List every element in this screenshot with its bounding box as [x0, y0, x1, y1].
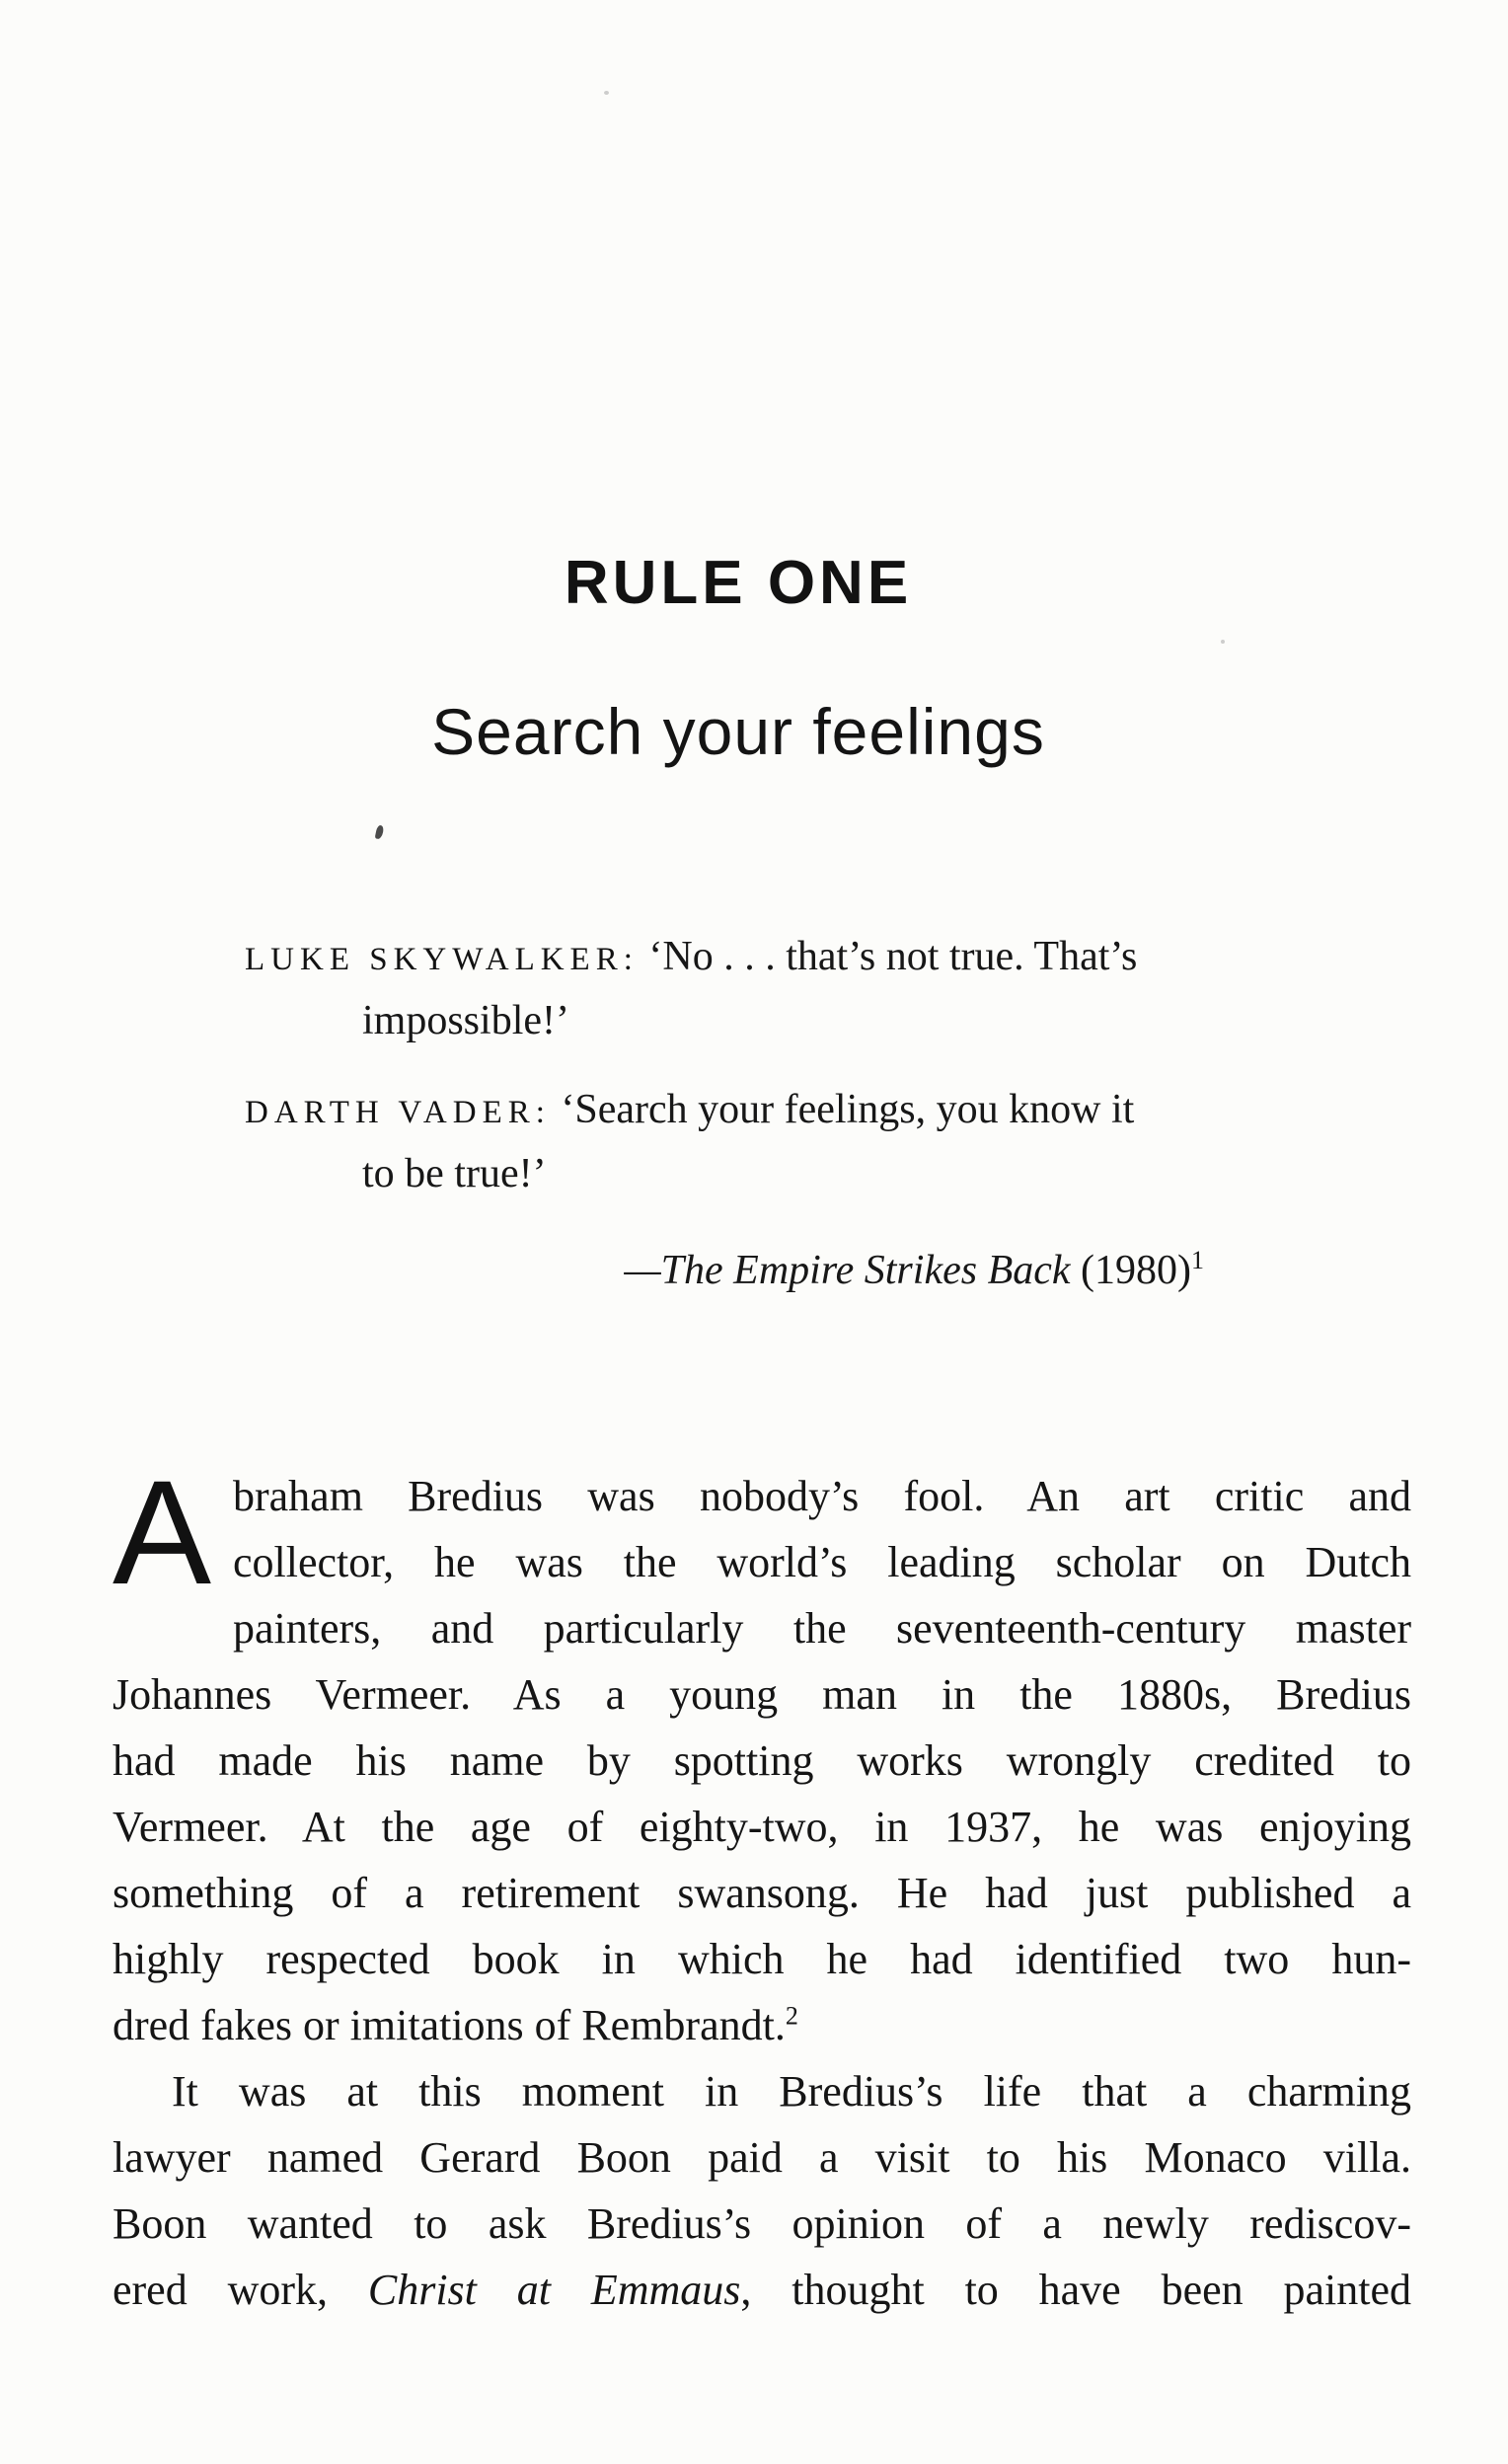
text-segment: highly respected book in which he had identified two hun-: [113, 1935, 1411, 1983]
body-line: [113, 1992, 1411, 2058]
body-line: [113, 2124, 1411, 2191]
epigraph-entry-1: [245, 1079, 1224, 1204]
drop-cap: A: [113, 1449, 212, 1615]
chapter-title: Search your feelings: [431, 695, 1045, 768]
scan-speck: [604, 91, 609, 95]
body-line: [113, 2058, 1411, 2124]
text-segment: painters, and particularly the seventeenth-century master: [233, 1604, 1411, 1653]
text-segment: lawyer named Gerard Boon paid a visit to his Monaco villa.: [113, 2133, 1411, 2182]
body-line: [113, 1728, 1411, 1794]
body-line: [113, 1926, 1411, 1992]
body-line: [113, 1661, 1411, 1728]
italic-text: Christ at Emmaus: [367, 2266, 741, 2314]
body-line: [113, 1860, 1411, 1926]
paragraph-0: [113, 1449, 1411, 2058]
body-line: [113, 1794, 1411, 1860]
text-segment: braham Bredius was nobody’s fool. An art critic and: [233, 1472, 1411, 1520]
epigraph-speaker: LUKE SKYWALKER:: [245, 942, 639, 977]
text-segment: (1980): [1070, 1248, 1191, 1293]
body-text: [113, 1449, 1411, 2323]
epigraph-entry-0: [245, 926, 1224, 1051]
epigraph-speaker: DARTH VADER:: [245, 1095, 551, 1130]
epigraph: [245, 926, 1224, 1301]
chapter-number-heading: RULE ONE: [564, 549, 913, 617]
scan-speck: [375, 824, 385, 839]
text-segment: Johannes Vermeer. As a young man in the 1880s, Bredius: [113, 1670, 1411, 1719]
footnote-marker: 1: [1191, 1246, 1204, 1274]
body-line: [113, 1529, 1411, 1595]
footnote-marker: 2: [785, 2001, 798, 2031]
epigraph-line: impossible!’: [362, 998, 569, 1043]
text-segment: collector, he was the world’s leading scholar on Dutch: [233, 1538, 1411, 1586]
text-segment: something of a retirement swansong. He had just published a: [113, 1869, 1411, 1917]
epigraph-line: to be true!’: [362, 1151, 547, 1196]
scan-speck: [1221, 640, 1225, 644]
text-segment: It was at this moment in Bredius’s life that a charming: [172, 2067, 1411, 2116]
body-line: [113, 2257, 1411, 2323]
body-line: [113, 1595, 1411, 1661]
epigraph-line: LUKE SKYWALKER: ‘No . . . that’s not true. That’s: [245, 934, 1138, 979]
text-segment: Boon wanted to ask Bredius’s opinion of a newly rediscov-: [113, 2199, 1411, 2248]
text-segment: , thought to have been painted: [740, 2266, 1411, 2314]
text-segment: had made his name by spotting works wrongly credited to: [113, 1736, 1411, 1785]
text-segment: dred fakes or imitations of Rembrandt.: [113, 2001, 786, 2049]
italic-text: The Empire Strikes Back: [660, 1248, 1071, 1293]
body-line: [113, 2191, 1411, 2257]
text-segment: Vermeer. At the age of eighty-two, in 1937, he was enjoying: [113, 1803, 1411, 1851]
paragraph-1: [113, 2058, 1411, 2323]
text-segment: ered work,: [113, 2266, 368, 2314]
body-line: [113, 1463, 1411, 1529]
epigraph-line: DARTH VADER: ‘Search your feelings, you know it: [245, 1087, 1135, 1132]
text-segment: —: [624, 1248, 661, 1293]
epigraph-attribution: [245, 1240, 1224, 1301]
